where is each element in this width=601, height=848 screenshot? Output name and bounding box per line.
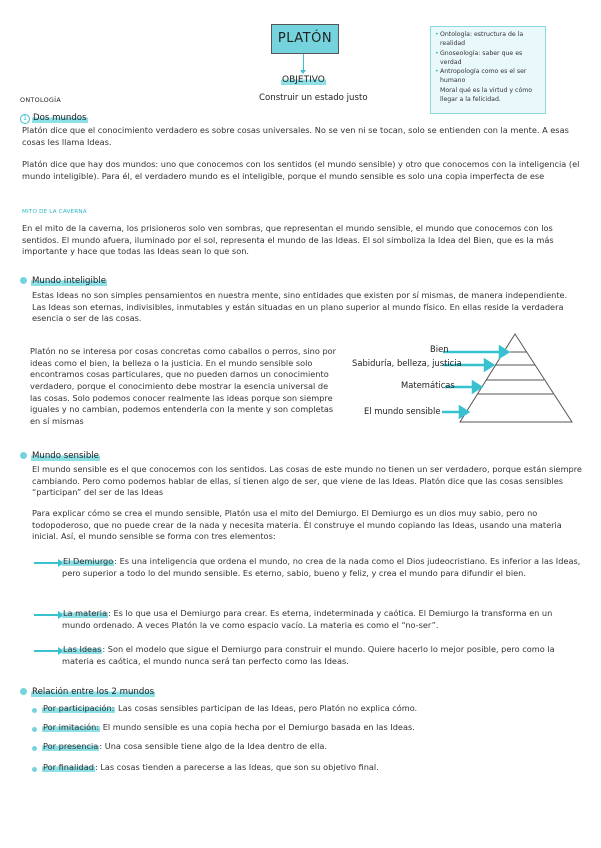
bullet-dot-icon <box>20 688 27 695</box>
info-item: Moral qué es la virtud y cómo llegar a la felicidad. <box>440 86 533 104</box>
bullet-dot-icon <box>32 727 37 732</box>
sensible-p2: Para explicar cómo se crea el mundo sensible, Platón usa el mito del Demiurgo. El Demiurgo es un dios muy sabio, pero no todopoderoso, que no puede crear de la nada y necesita materia. Él construye el mundo copiando las Ideas, usando una materia inicial. Así, el mundo sensible se forma con tres elementos: <box>32 508 562 542</box>
arrow-right-icon <box>34 562 60 564</box>
inteligible-p2: Platón no se interesa por cosas concretas como caballos o perros, sino por ideas como el bien, la belleza o la justicia. En el mundo sensible solo encontramos cosas particulares, que no pueden darnos un conocimiento verdadero, porque el conocimiento debe mostrar la esencia universal de las cosas. Solo podemos conocer realmente las ideas porque son siempre iguales y no cambian, podemos entenderla con la mente y son completas en sí mismas <box>30 346 337 426</box>
bullet-dot-icon <box>32 767 37 772</box>
objetivo-label: OBJETIVO <box>282 75 325 85</box>
ontologia-label: ONTOLOGÍA <box>20 96 62 104</box>
info-item: • Gnoseología: saber que es verdad <box>435 49 541 68</box>
element-demiurgo: El Demiurgo: Es una inteligencia que ordena el mundo, no crea de la nada como el Dios judeocristiano. Es inferior a las Ideas, pero superior a todo lo del mundo sensible. Es eterno, sabio, bueno y feliz, y crea el mundo para difundir el bien. <box>62 556 581 578</box>
arrow-right-icon <box>34 614 60 616</box>
arrow-right-icon <box>485 360 493 370</box>
element-ideas: Las Ideas: Son el modelo que sigue el Demiurgo para construir el mundo. Quiere hacerlo lo mejor posible, pero como la materia es caótica, el mundo nunca será tan perfecto como las Ideas. <box>62 644 555 666</box>
page-title: PLATÓN <box>271 24 339 54</box>
dos-mundos-heading: 1 Dos mundos <box>20 112 88 124</box>
bullet-dot-icon <box>32 708 37 713</box>
pyramid-label: El mundo sensible <box>364 406 441 416</box>
bullet-dot-icon <box>32 746 37 751</box>
dos-mundos-p1: Platón dice que el conocimiento verdadero es sobre cosas universales. No se ven ni se tocan, solo se entienden con la mente. A esas cosas les llama Ideas. <box>22 125 569 147</box>
arrow-down-icon <box>303 54 304 71</box>
arrow-right-icon <box>460 407 468 417</box>
pyramid-outline <box>460 334 572 422</box>
element-materia: La materia: Es lo que usa el Demiurgo para crear. Es eterna, indeterminada y caótica. El Demiurgo la transforma en un mundo ordenado. A veces Platón la ve como espacio vacío. La materia es como el “no-ser”. <box>62 608 553 630</box>
info-item: • Ontología: estructura de la realidad <box>435 30 541 49</box>
caverna-text: En el mito de la caverna, los prisioneros solo ven sombras, que representan el mundo sensible, el mundo que conocemos con los sentidos. El mundo afuera, iluminado por el sol, representa el mundo de las Ideas. El sol simboliza la Idea del Bien, que es la más importante y hace que todas las Ideas sean lo que son. <box>22 223 554 257</box>
pyramid-label: Sabiduría, belleza, justicia <box>352 358 462 368</box>
arrow-right-icon <box>34 650 60 652</box>
caverna-label: MITO DE LA CAVERNA <box>22 209 87 215</box>
pyramid-label: Matemáticas <box>401 380 455 390</box>
relacion-heading: Relación entre los 2 mundos <box>20 686 155 698</box>
bullet-dot-icon <box>20 277 27 284</box>
number-badge: 1 <box>20 114 30 124</box>
inteligible-heading: Mundo inteligible <box>20 275 107 287</box>
info-box <box>430 26 546 114</box>
sensible-p1: El mundo sensible es el que conocemos con los sentidos. Las cosas de este mundo no tienen un ser verdadero, porque están siempre cambiando. Pero como podemos hablar de ellas, sí tienen algo de ser, que viene de las Ideas. Platón dice que las cosas sensibles “participan” del ser de las Ideas <box>32 464 582 498</box>
arrow-right-icon <box>500 347 508 357</box>
relacion-item: Por finalidad: Las cosas tienden a parecerse a las Ideas, que son su objetivo final. <box>43 762 379 772</box>
objetivo-text: Construir un estado justo <box>259 93 368 103</box>
bullet-dot-icon <box>20 452 27 459</box>
dos-mundos-p2: Platón dice que hay dos mundos: uno que conocemos con los sentidos (el mundo sensible) y otro que conocemos con la inteligencia (el mundo inteligible). Para él, el verdadero mundo es el inteligible, porque el mundo sensible es solo una copia imperfecta de ese <box>22 159 580 181</box>
info-item: • Antropología como es el ser humano <box>435 67 541 86</box>
pyramid-label: Bien <box>430 344 449 354</box>
relacion-item: Por presencia: Una cosa sensible tiene algo de la Idea dentro de ella. <box>43 741 327 751</box>
sensible-heading: Mundo sensible <box>20 450 100 462</box>
relacion-item: Por imitación: El mundo sensible es una copia hecha por el Demiurgo basada en las Ideas. <box>43 722 415 732</box>
inteligible-p1: Estas Ideas no son simples pensamientos en nuestra mente, sino entidades que existen por sí mismas, de manera independiente. Las Ideas son eternas, indivisibles, inmutables y están situadas en un plano superior al mundo físico. En ellas reside la verdadera esencia o ser de las cosas. <box>32 290 568 324</box>
relacion-item: Por participación: Las cosas sensibles participan de las Ideas, pero Platón no explica cómo. <box>43 703 418 713</box>
